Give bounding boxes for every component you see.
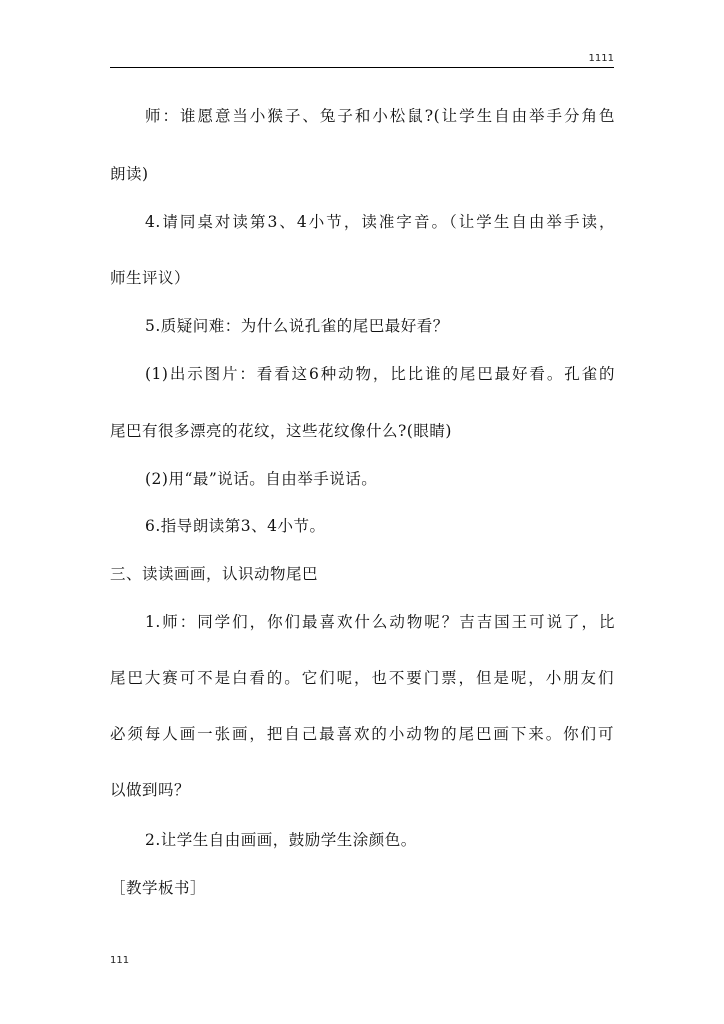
paragraph-line: 师：谁愿意当小猴子、兔子和小松鼠?(让学生自由举手分角色 [145, 107, 615, 125]
paragraph-line: 朗读) [110, 165, 149, 183]
paragraph-line: 尾巴有很多漂亮的花纹，这些花纹像什么?(眼睛) [110, 422, 452, 440]
paragraph-line: 师生评议） [110, 269, 191, 287]
board-heading: ［教学板书］ [110, 879, 207, 897]
paragraph-line: 4.请同桌对读第3、4小节，读准字音。（让学生自由举手读， [145, 213, 615, 231]
header-page-number: 1111 [588, 53, 614, 64]
paragraph-line: 2.让学生自由画画，鼓励学生涂颜色。 [145, 831, 417, 849]
paragraph-line: 5.质疑问难：为什么说孔雀的尾巴最好看？ [145, 317, 449, 335]
paragraph-line: (2)用“最”说话。自由举手说话。 [145, 470, 378, 488]
footer-page-number: 111 [110, 955, 130, 966]
paragraph-line: 6.指导朗读第3、4小节。 [145, 517, 326, 535]
paragraph-line: 1.师：同学们，你们最喜欢什么动物呢？吉吉国王可说了，比 [145, 613, 615, 631]
paragraph-line: 必须每人画一张画，把自己最喜欢的小动物的尾巴画下来。你们可 [110, 725, 614, 743]
paragraph-line: (1)出示图片：看看这6种动物，比比谁的尾巴最好看。孔雀的 [145, 365, 615, 383]
section-heading: 三、读读画画，认识动物尾巴 [110, 565, 319, 583]
header-rule [110, 67, 614, 68]
paragraph-line: 尾巴大赛可不是白看的。它们呢，也不要门票，但是呢，小朋友们 [110, 669, 614, 687]
paragraph-line: 以做到吗？ [110, 781, 191, 799]
